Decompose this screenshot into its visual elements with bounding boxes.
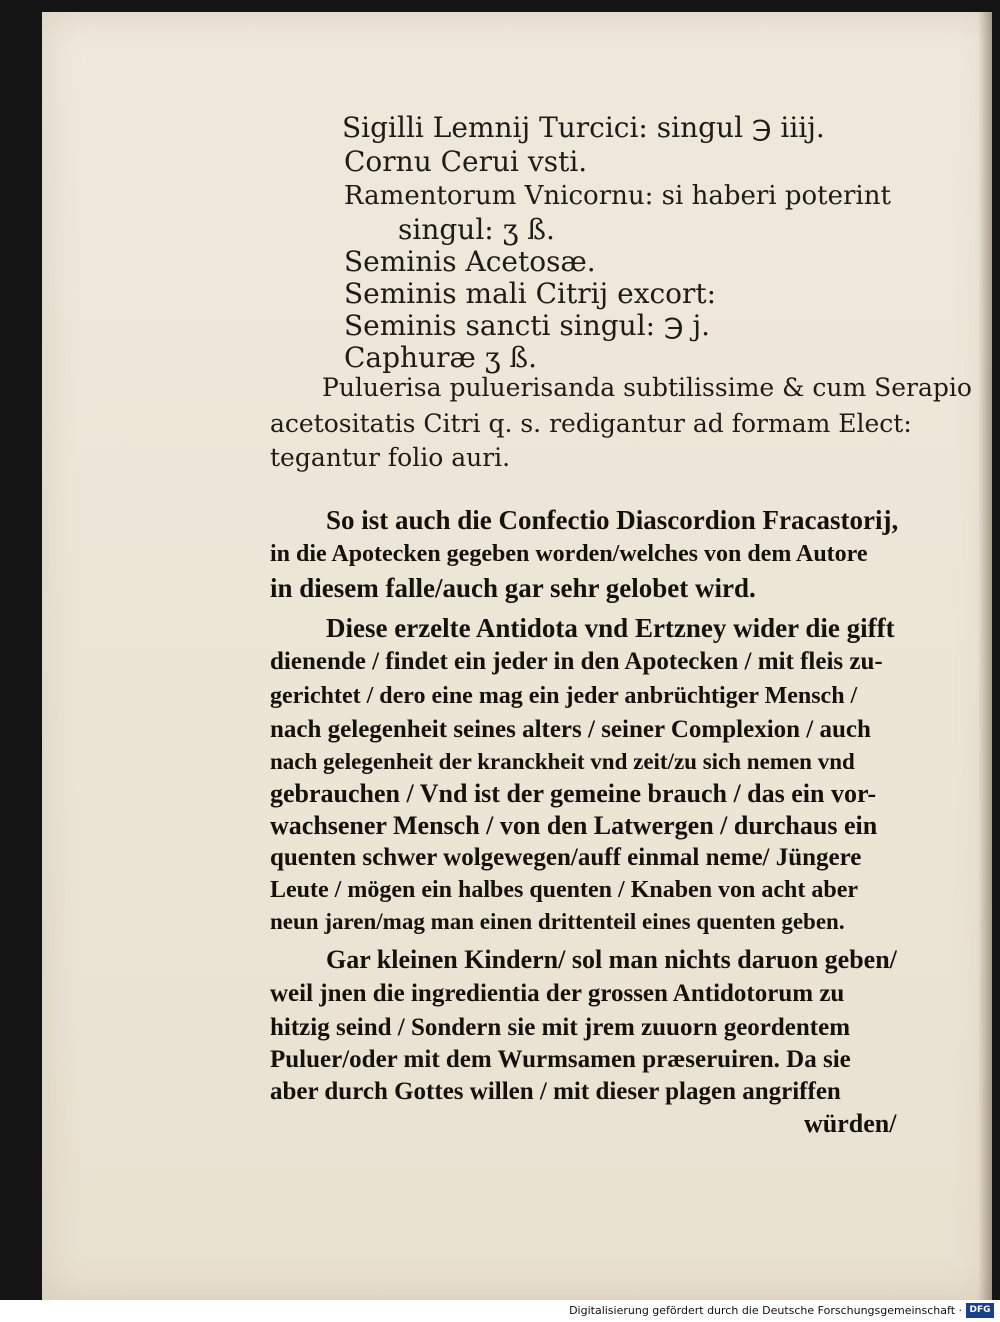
german-line: in diesem falle/auch gar sehr gelobet wird. <box>270 573 756 603</box>
german-line: dienende / findet ein jeder in den Apotecken / mit fleis zu- <box>270 648 883 675</box>
latin-line: Seminis mali Citrij excort: <box>344 277 717 310</box>
latin-line: Seminis Acetosæ. <box>344 245 596 278</box>
dfg-logo: DFG <box>966 1303 994 1318</box>
german-line: Leute / mögen ein halbes quenten / Knaben von acht aber <box>270 877 859 903</box>
german-line: Gar kleinen Kindern/ sol man nichts daruon geben/ <box>326 945 897 974</box>
latin-line: Cornu Cerui vsti. <box>344 145 588 178</box>
footer-credit: Digitalisierung gefördert durch die Deutsche Forschungsgemeinschaft · <box>569 1304 962 1317</box>
german-line: hitzig seind / Sondern sie mit jrem zuuorn geordentem <box>270 1014 851 1041</box>
german-line: So ist auch die Confectio Diascordion Fracastorij, <box>326 505 899 535</box>
latin-line: tegantur folio auri. <box>270 443 511 472</box>
latin-line: Caphuræ ʒ ß. <box>344 341 538 374</box>
german-line: Puluer/oder mit dem Wurmsamen præseruiren. Da sie <box>270 1046 851 1073</box>
german-line: Diese erzelte Antidota vnd Ertzney wider die gifft <box>326 613 895 643</box>
footer-bar <box>0 1300 1000 1322</box>
german-line: wachsener Mensch / von den Latwergen / durchaus ein <box>270 811 878 840</box>
german-line: neun jaren/mag man einen drittenteil eines quenten geben. <box>270 909 845 934</box>
german-line: quenten schwer wolgewegen/auff einmal neme/ Jüngere <box>270 844 862 871</box>
book-page <box>42 12 992 1300</box>
german-line: weil jnen die ingredientia der grossen Antidotorum zu <box>270 980 845 1007</box>
latin-line: singul: ʒ ß. <box>398 213 555 246</box>
german-line: aber durch Gottes willen / mit dieser plagen angriffen <box>270 1078 841 1105</box>
latin-line: Sigilli Lemnij Turcici: singul ℈ iiij. <box>342 111 825 144</box>
german-line: nach gelegenheit der kranckheit vnd zeit/zu sich nemen vnd <box>270 749 855 774</box>
latin-line: Ramentorum Vnicornu: si haberi poterint <box>344 181 891 211</box>
latin-line: acetositatis Citri q. s. redigantur ad formam Elect: <box>270 409 912 438</box>
german-line: in die Apotecken gegeben worden/welches von dem Autore <box>270 541 868 567</box>
german-line: würden/ <box>804 1109 897 1138</box>
german-line: gerichtet / dero eine mag ein jeder anbrüchtiger Mensch / <box>270 683 858 709</box>
latin-line: Puluerisa puluerisanda subtilissime & cum Serapio <box>322 373 972 402</box>
german-line: nach gelegenheit seines alters / seiner Complexion / auch <box>270 716 871 743</box>
latin-line: Seminis sancti singul: ℈ j. <box>344 309 711 342</box>
german-line: gebrauchen / Vnd ist der gemeine brauch / das ein vor- <box>270 779 877 808</box>
